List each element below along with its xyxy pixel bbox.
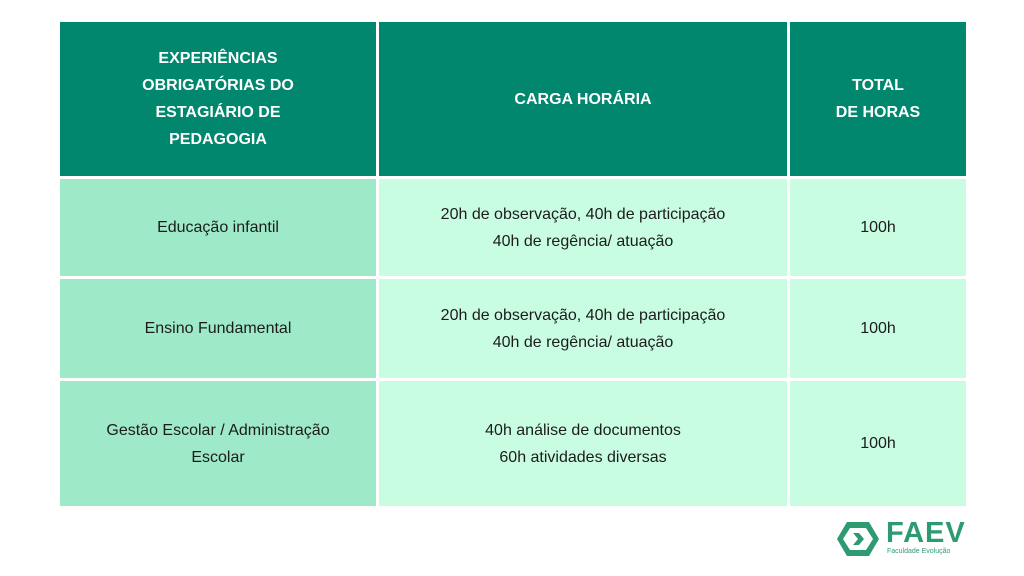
- table-header-row: [59, 21, 968, 178]
- table-row: [59, 278, 968, 380]
- workload-cell: [378, 278, 789, 380]
- header-total-line: DE HORAS: [835, 104, 921, 121]
- workload-text: 20h de observação, 40h de participação: [440, 205, 726, 223]
- experience-cell: [59, 278, 378, 380]
- workload-text: 60h atividades diversas: [499, 448, 667, 466]
- workload-text: 40h de regência/ atuação: [492, 232, 674, 250]
- faev-logo-icon: [836, 520, 880, 558]
- total-cell: [789, 380, 968, 508]
- workload-text: 40h análise de documentos: [485, 421, 681, 439]
- total-cell: [789, 178, 968, 278]
- experience-text: Ensino Fundamental: [144, 320, 292, 337]
- faev-logo: [836, 519, 966, 559]
- logo-subtitle: Faculdade Evolução: [887, 548, 951, 555]
- header-workload: [378, 21, 789, 178]
- header-experiences-line: EXPERIÊNCIAS: [158, 50, 278, 67]
- header-experiences-line: PEDAGOGIA: [169, 131, 267, 148]
- experience-text: Educação infantil: [157, 219, 279, 236]
- experience-text: Gestão Escolar / Administração: [106, 421, 330, 439]
- header-experiences-line: ESTAGIÁRIO DE: [155, 104, 281, 121]
- internship-hours-table: [57, 19, 969, 509]
- experience-cell: [59, 178, 378, 278]
- total-text: 100h: [860, 219, 896, 236]
- experience-text: Escolar: [191, 448, 245, 466]
- workload-cell: [378, 178, 789, 278]
- header-experiences-line: OBRIGATÓRIAS DO: [142, 77, 294, 94]
- header-total-line: TOTAL: [852, 77, 904, 94]
- total-text: 100h: [860, 435, 896, 452]
- table-row: [59, 178, 968, 278]
- table-row: [59, 380, 968, 508]
- workload-text: 20h de observação, 40h de participação: [440, 306, 726, 324]
- header-total-hours: [789, 21, 968, 178]
- workload-text: 40h de regência/ atuação: [492, 333, 674, 351]
- header-experiences: [59, 21, 378, 178]
- total-text: 100h: [860, 320, 896, 337]
- total-cell: [789, 278, 968, 380]
- workload-cell: [378, 380, 789, 508]
- logo-name: FAEV: [886, 517, 966, 549]
- experience-cell: [59, 380, 378, 508]
- header-workload-line: CARGA HORÁRIA: [514, 90, 652, 108]
